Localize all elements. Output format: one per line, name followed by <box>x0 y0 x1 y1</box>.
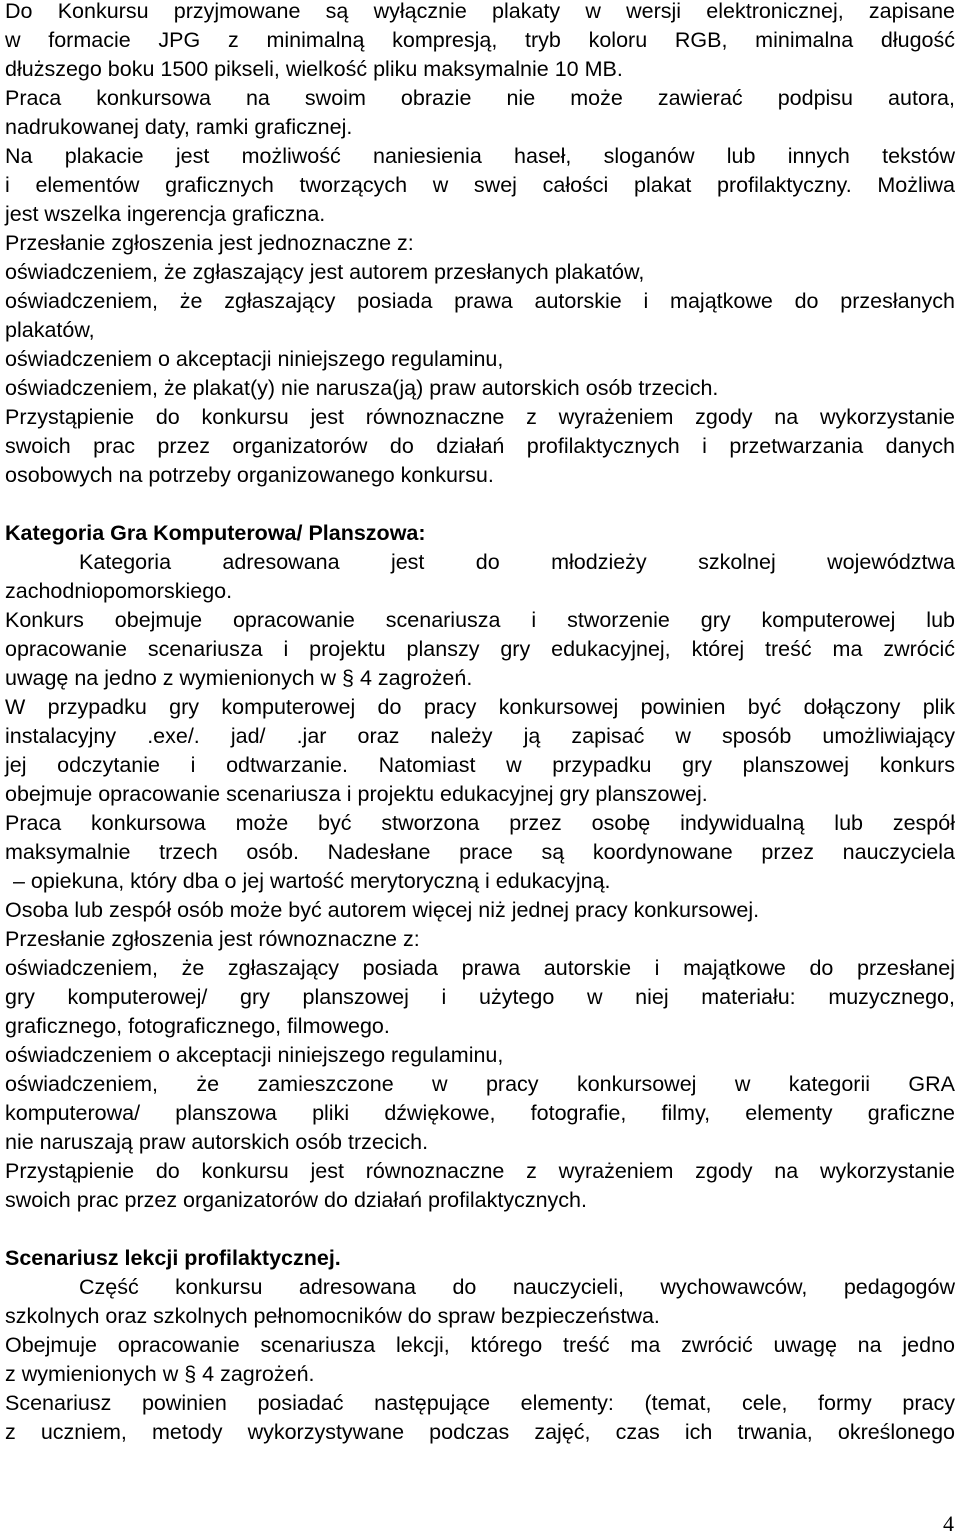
text-line: instalacyjny .exe/. jad/ .jar oraz należy ją zapisać w sposób umożliwiający <box>5 724 955 748</box>
text-line: oświadczeniem, że zamieszczone w pracy konkursowej w kategorii GRA <box>5 1072 955 1096</box>
text-line: Przesłanie zgłoszenia jest równoznaczne z: <box>5 927 420 951</box>
text-line: jej odczytanie i odtwarzanie. Natomiast w przypadku gry planszowej konkurs <box>5 753 955 777</box>
text-line: Część konkursu adresowana do nauczycieli, wychowawców, pedagogów <box>79 1275 955 1299</box>
text-line: oświadczeniem, że zgłaszający posiada prawa autorskie i majątkowe do przesłanej <box>5 956 955 980</box>
text-line: Scenariusz powinien posiadać następujące elementy: (temat, cele, formy pracy <box>5 1391 955 1415</box>
text-line: swoich prac przez organizatorów do działań profilaktycznych. <box>5 1188 587 1212</box>
text-line: komputerowa/ planszowa pliki dźwiękowe, fotografie, filmy, elementy graficzne <box>5 1101 955 1125</box>
text-line: Praca konkursowa może być stworzona przez osobę indywidualną lub zespół <box>5 811 955 835</box>
text-line: nadrukowanej daty, ramki graficznej. <box>5 115 353 139</box>
text-line: Kategoria adresowana jest do młodzieży szkolnej województwa <box>79 550 955 574</box>
text-line: zachodniopomorskiego. <box>5 579 233 603</box>
text-line: maksymalnie trzech osób. Nadesłane prace są koordynowane przez nauczyciela <box>5 840 955 864</box>
text-line: szkolnych oraz szkolnych pełnomocników do spraw bezpieczeństwa. <box>5 1304 660 1328</box>
text-line: z wymienionych w § 4 zagrożeń. <box>5 1362 315 1386</box>
text-line: uwagę na jedno z wymienionych w § 4 zagrożeń. <box>5 666 473 690</box>
text-line: nie naruszają praw autorskich osób trzecich. <box>5 1130 429 1154</box>
text-line: oświadczeniem, że zgłaszający posiada prawa autorskie i majątkowe do przesłanych <box>5 289 955 313</box>
text-line: W przypadku gry komputerowej do pracy konkursowej powinien być dołączony plik <box>5 695 955 719</box>
text-line: oświadczeniem o akceptacji niniejszego regulaminu, <box>5 1043 504 1067</box>
text-line: – opiekuna, który dba o jej wartość merytoryczną i edukacyjną. <box>13 869 611 893</box>
text-line: opracowanie scenariusza i projektu planszy gry edukacyjnej, której treść ma zwrócić <box>5 637 955 661</box>
text-line: dłuższego boku 1500 pikseli, wielkość pliku maksymalnie 10 MB. <box>5 57 623 81</box>
text-line: oświadczeniem, że plakat(y) nie narusza(ją) praw autorskich osób trzecich. <box>5 376 719 400</box>
text-line: Obejmuje opracowanie scenariusza lekcji, którego treść ma zwrócić uwagę na jedno <box>5 1333 955 1357</box>
text-line: Przesłanie zgłoszenia jest jednoznaczne z: <box>5 231 414 255</box>
section-heading: Scenariusz lekcji profilaktycznej. <box>5 1246 341 1270</box>
text-line: Praca konkursowa na swoim obrazie nie może zawierać podpisu autora, <box>5 86 955 110</box>
text-line: Konkurs obejmuje opracowanie scenariusza i stworzenie gry komputerowej lub <box>5 608 955 632</box>
text-line: Przystąpienie do konkursu jest równoznaczne z wyrażeniem zgody na wykorzystanie <box>5 1159 955 1183</box>
text-line: gry komputerowej/ gry planszowej i użytego w niej materiału: muzycznego, <box>5 985 955 1009</box>
text-line: jest wszelka ingerencja graficzna. <box>5 202 326 226</box>
text-line: z uczniem, metody wykorzystywane podczas zajęć, czas ich trwania, określonego <box>5 1420 955 1444</box>
text-line: i elementów graficznych tworzących w swej całości plakat profilaktyczny. Możliwa <box>5 173 955 197</box>
text-line: oświadczeniem, że zgłaszający jest autorem przesłanych plakatów, <box>5 260 645 284</box>
text-line: graficznego, fotograficznego, filmowego. <box>5 1014 390 1038</box>
text-line: obejmuje opracowanie scenariusza i projektu edukacyjnej gry planszowej. <box>5 782 708 806</box>
text-line: Do Konkursu przyjmowane są wyłącznie plakaty w wersji elektronicznej, zapisane <box>5 0 955 23</box>
page-number: 4 <box>943 1511 954 1536</box>
section-heading: Kategoria Gra Komputerowa/ Planszowa: <box>5 521 426 545</box>
text-line: Osoba lub zespół osób może być autorem więcej niż jednej pracy konkursowej. <box>5 898 760 922</box>
text-line: osobowych na potrzeby organizowanego konkursu. <box>5 463 494 487</box>
text-line: plakatów, <box>5 318 95 342</box>
text-line: swoich prac przez organizatorów do działań profilaktycznych i przetwarzania danych <box>5 434 955 458</box>
text-line: w formacie JPG z minimalną kompresją, tryb koloru RGB, minimalna długość <box>5 28 955 52</box>
text-line: Na plakacie jest możliwość naniesienia haseł, sloganów lub innych tekstów <box>5 144 955 168</box>
text-line: oświadczeniem o akceptacji niniejszego regulaminu, <box>5 347 504 371</box>
text-line: Przystąpienie do konkursu jest równoznaczne z wyrażeniem zgody na wykorzystanie <box>5 405 955 429</box>
